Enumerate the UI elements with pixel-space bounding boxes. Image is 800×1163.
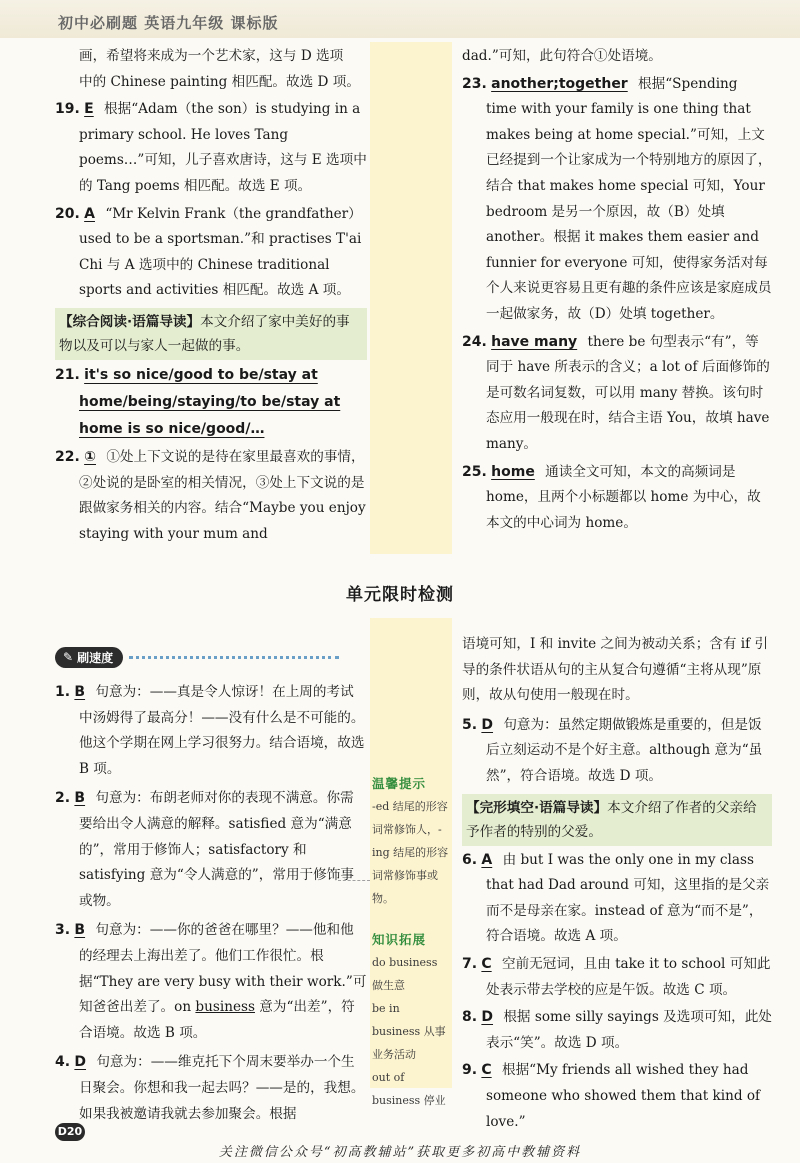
item-number: 21. (55, 366, 80, 383)
page-number: D20 (55, 1123, 85, 1141)
answer-item-23 (462, 72, 772, 328)
item-explanation: 根据“Spending time with your family is one thing that makes being at home special.”可知，上文已经提到一个让家成为一个特别地方的原因了，结合 that makes home special 可知，Your bedroom 是另一个原因，故（B）处填 another。根据 it makes them easier and funnier for everyone 可知，使得家务活对每个人来说更容易且更有趣的条件应该是家庭成员一起做家务，故（D）处填 together。 (486, 75, 772, 322)
continued-text: dad.”可知，此句符合①处语境。 (462, 48, 662, 64)
item-answer: home (491, 463, 535, 480)
item-explanation: 根据“My friends all wished they had someone who showed them that kind of love.” (486, 1062, 761, 1130)
answer-item-21 (55, 362, 367, 443)
answer-item-9 (462, 1058, 772, 1135)
item-explanation: 句意为：——维克托下个周末要举办一个生日聚会。你想和我一起去吗？——是的，我想。如果我被邀请我就去参加聚会。根据 (79, 1054, 365, 1122)
item-number: 7. (462, 955, 478, 972)
item-answer: D (74, 1054, 87, 1071)
item-answer: C (481, 1062, 492, 1079)
book-title: 初中必刷题 英语九年级 课标版 (58, 14, 279, 32)
item-number: 5. (462, 716, 478, 733)
margin-extension (372, 928, 450, 1112)
top-left-column (55, 44, 367, 547)
summary-label: 【综合阅读·语篇导读】 (59, 313, 201, 330)
dotted-divider (129, 656, 339, 659)
answer-item-22 (55, 445, 367, 547)
answer-item-2 (55, 786, 367, 914)
section-title: 单元限时检测 (346, 585, 454, 605)
item-number: 6. (462, 851, 478, 868)
item-answer: have many (491, 333, 578, 350)
answer-item-19 (55, 97, 367, 199)
answer-item-7 (462, 952, 772, 1003)
item-answer: another;together (491, 75, 628, 92)
item-number: 1. (55, 684, 71, 700)
tip-text: -ed 结尾的形容词常修饰人，-ing 结尾的形容词常修饰事或物。 (372, 800, 449, 905)
dashed-pointer (338, 880, 370, 881)
top-right-column (462, 44, 772, 536)
item-explanation: 根据 some silly sayings 及选项可知，此处表示“笑”。故选 D 项。 (486, 1009, 772, 1051)
item-answer: it's so nice/good to be/stay at home/being/staying/to be/stay at home is so nice/good/… (79, 366, 341, 437)
item-number: 23. (462, 75, 487, 92)
item-number: 20. (55, 205, 80, 222)
item-number: 4. (55, 1054, 71, 1071)
item-explanation: 句意为：布朗老师对你的表现不满意。你需要给出令人满意的解释。satisfied 意为“满意的”，常用于修饰人；satisfactory 和 satisfying 意为“令人满意的”，常用于修饰事或物。 (79, 790, 354, 909)
item-explanation: 由 but I was the only one in my class that had Dad around 可知，这里指的是父亲而不是母亲在家。instead of 意为“而不是”，符合语境。故选 A 项。 (486, 851, 770, 945)
extension-line: do business 做生意 (372, 956, 438, 992)
margin-tip (372, 772, 450, 910)
summary-text: 本文介绍了作者的父亲给予作者的特别的父爱。 (466, 799, 757, 840)
page-header (0, 0, 800, 42)
answer-item-6 (462, 848, 772, 950)
answer-item-5 (462, 713, 772, 790)
item-number: 25. (462, 463, 487, 480)
badge-pill (55, 647, 123, 668)
item-explanation: 句意为：——真是令人惊讶！在上周的考试中汤姆得了最高分！——没有什么是不可能的。他这个学期在网上学习很努力。结合语境，故选 B 项。 (79, 684, 365, 777)
item-number: 8. (462, 1009, 478, 1026)
item-explanation: ①处上下文说的是待在家里最喜欢的事情，②处说的是卧室的相关情况，③处上下文说的是跟做家务相关的内容。结合“Maybe you enjoy staying with your mum and (79, 448, 366, 542)
answer-item-8 (462, 1005, 772, 1056)
item-explanation: there be 句型表示“有”，等同于 have 所表示的含义；a lot of 后面修饰的是可数名词复数，可以用 many 替换。该句时态应用一般现在时，结合主语 You，故填 have many。 (486, 333, 770, 452)
item-number: 2. (55, 790, 71, 807)
item-answer: D (481, 716, 494, 733)
reading-summary (55, 308, 367, 360)
footer-note: 关注微信公众号“初高教辅站”获取更多初高中教辅资料 (218, 1145, 582, 1160)
tip-heading: 温馨提示 (372, 776, 427, 791)
item-number: 24. (462, 333, 487, 350)
speed-badge (55, 645, 339, 669)
item-answer: B (74, 790, 86, 807)
extension-line: be in business 从事业务活动 (372, 1002, 446, 1061)
item-number: 9. (462, 1062, 478, 1079)
item-number: 3. (55, 922, 71, 939)
item-answer: B (74, 922, 86, 939)
cloze-summary (462, 794, 772, 846)
extension-line: out of business 停业 (372, 1071, 446, 1107)
answer-item-1 (55, 680, 367, 782)
bottom-right-column (462, 632, 772, 1135)
badge-label: 刷速度 (77, 650, 114, 665)
item-answer: E (84, 101, 94, 118)
item-explanation: 句意为：虽然定期做锻炼是重要的，但是饭后立刻运动不是个好主意。although 意为“虽然”，符合语境。故选 D 项。 (486, 716, 763, 784)
answer-item-25 (462, 460, 772, 537)
business-term: business (195, 999, 255, 1016)
item-explanation-end: 意为“出差”，符合语境。故选 B 项。 (79, 999, 355, 1041)
item-answer: A (481, 851, 493, 868)
extension-heading: 知识拓展 (372, 932, 427, 947)
item-answer: C (481, 955, 492, 972)
item-number: 19. (55, 101, 80, 118)
item-explanation: 空前无冠词，且由 take it to school 可知此处表示带去学校的应是午饭。故选 C 项。 (486, 955, 771, 998)
answer-item-3 (55, 918, 367, 1046)
pencil-icon: ✎ (63, 650, 74, 664)
item-answer: D (481, 1009, 494, 1026)
answer-item-20 (55, 202, 367, 304)
continued-text: 语境可知，I 和 invite 之间为被动关系；含有 if 引导的条件状语从句的主从复合句遵循“主将从现”原则，故从句使用一般现在时。 (462, 636, 769, 704)
item-answer: ① (84, 448, 96, 465)
item-explanation: 根据“Adam（the son）is studying in a primary school. He loves Tang poems…”可知，儿子喜欢唐诗，这与 E 选项中的 Tang poems 相匹配。故选 E 项。 (79, 101, 367, 194)
margin-band-top (370, 42, 452, 554)
answer-item-24 (462, 330, 772, 458)
answer-item-4 (55, 1050, 367, 1127)
summary-label: 【完形填空·语篇导读】 (466, 799, 608, 816)
item-explanation: 句意为：——你的爸爸在哪里？——他和他的经理去上海出差了。他们工作很忙。根据“They are very busy with their work.”可知爸爸出差了。on (79, 922, 367, 1016)
bottom-left-column (55, 680, 367, 1127)
item-explanation: “Mr Kelvin Frank（the grandfather）used to be a sportsman.”和 practises T'ai Chi 与 A 选项中的 Chinese traditional sports and activities 相匹配。故选 A 项。 (79, 205, 362, 299)
item-answer: A (84, 205, 95, 222)
continued-text: 画，希望将来成为一个艺术家，这与 D 选项 中的 Chinese painting 相匹配。故选 D 项。 (79, 48, 360, 90)
summary-text: 本文介绍了家中美好的事物以及可以与家人一起做的事。 (59, 313, 350, 354)
item-number: 22. (55, 448, 80, 465)
item-explanation: 通读全文可知，本文的高频词是 home，且两个小标题都以 home 为中心，故本文的中心词为 home。 (486, 463, 761, 531)
item-answer: B (74, 684, 86, 700)
